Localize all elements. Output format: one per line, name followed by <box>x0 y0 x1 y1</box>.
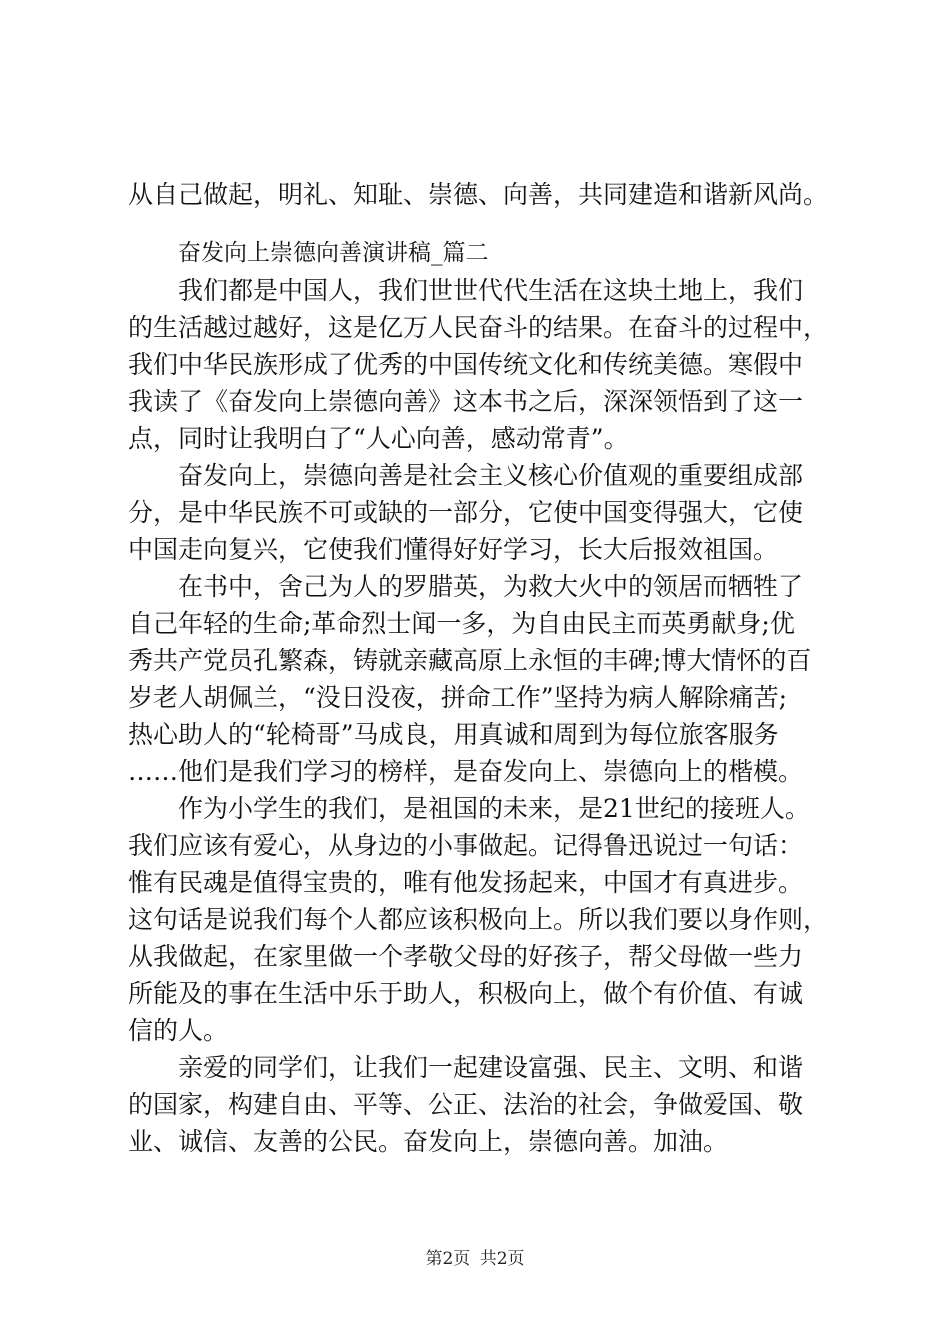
page-number: 第2页 <box>425 1249 471 1269</box>
paragraph <box>128 272 828 457</box>
paragraph-line: 中国走向复兴，它使我们懂得好好学习，长大后报效祖国。 <box>128 535 779 564</box>
paragraph-line: 秀共产党员孔繁森，铸就亲藏高原上永恒的丰碑;博大情怀的百 <box>128 646 812 675</box>
paragraph-line: 业、诚信、友善的公民。奋发向上，崇德向善。加油。 <box>128 1127 729 1156</box>
paragraph-line: 我们应该有爱心，从身边的小事做起。记得鲁迅说过一句话： <box>128 831 804 860</box>
paragraph-line: 的国家，构建自由、平等、公正、法治的社会，争做爱国、敬 <box>128 1090 804 1119</box>
paragraph-line: 从我做起，在家里做一个孝敬父母的好孩子，帮父母做一些力 <box>128 942 804 971</box>
paragraph-line: 自己年轻的生命;革命烈士闻一多，为自由民主而英勇献身;优 <box>128 609 795 638</box>
paragraph-gap <box>128 213 828 235</box>
page-total: 共2页 <box>479 1249 525 1269</box>
paragraph-line: 作为小学生的我们，是祖国的未来，是21世纪的接班人。 <box>178 794 810 823</box>
paragraph-line: 分，是中华民族不可或缺的一部分，它使中国变得强大，它使 <box>128 498 804 527</box>
page-footer <box>0 1244 950 1269</box>
paragraph-line: 岁老人胡佩兰，“没日没夜，拼命工作”坚持为病人解除痛苦; <box>128 683 787 712</box>
paragraph-line: 惟有民魂是值得宝贵的，唯有他发扬起来，中国才有真进步。 <box>128 868 804 897</box>
paragraph-list <box>128 272 828 1160</box>
paragraph <box>128 790 828 1049</box>
paragraph-line: 信的人。 <box>128 1016 229 1045</box>
paragraph <box>128 457 828 568</box>
document-body <box>128 176 828 1160</box>
paragraph-line: 我读了《奋发向上崇德向善》这本书之后，深深领悟到了这一 <box>128 387 804 416</box>
paragraph-line: 点，同时让我明白了“人心向善，感动常青”。 <box>128 424 629 453</box>
paragraph-line: 亲爱的同学们，让我们一起建设富强、民主、文明、和谐 <box>178 1053 804 1082</box>
section-title: 奋发向上崇德向善演讲稿_篇二 <box>178 240 489 266</box>
opening-line: 从自己做起，明礼、知耻、崇德、向善，共同建造和谐新风尚。 <box>128 180 829 209</box>
paragraph-line: 所能及的事在生活中乐于助人，积极向上，做个有价值、有诚 <box>128 979 804 1008</box>
paragraph-line: 我们都是中国人，我们世世代代生活在这块土地上，我们 <box>178 276 804 305</box>
paragraph-line: ……他们是我们学习的榜样，是奋发向上、崇德向上的楷模。 <box>128 757 804 786</box>
paragraph-line: 奋发向上，崇德向善是社会主义核心价值观的重要组成部 <box>178 461 804 490</box>
paragraph-line: 这句话是说我们每个人都应该积极向上。所以我们要以身作则， <box>128 905 829 934</box>
paragraph-line: 的生活越过越好，这是亿万人民奋斗的结果。在奋斗的过程中， <box>128 313 829 342</box>
paragraph-line: 在书中，舍己为人的罗腊英，为救大火中的领居而牺牲了 <box>178 572 804 601</box>
paragraph <box>128 568 828 790</box>
paragraph <box>128 1049 828 1160</box>
paragraph-line: 我们中华民族形成了优秀的中国传统文化和传统美德。寒假中 <box>128 350 804 379</box>
paragraph-line: 热心助人的“轮椅哥”马成良，用真诚和周到为每位旅客服务 <box>128 720 779 749</box>
